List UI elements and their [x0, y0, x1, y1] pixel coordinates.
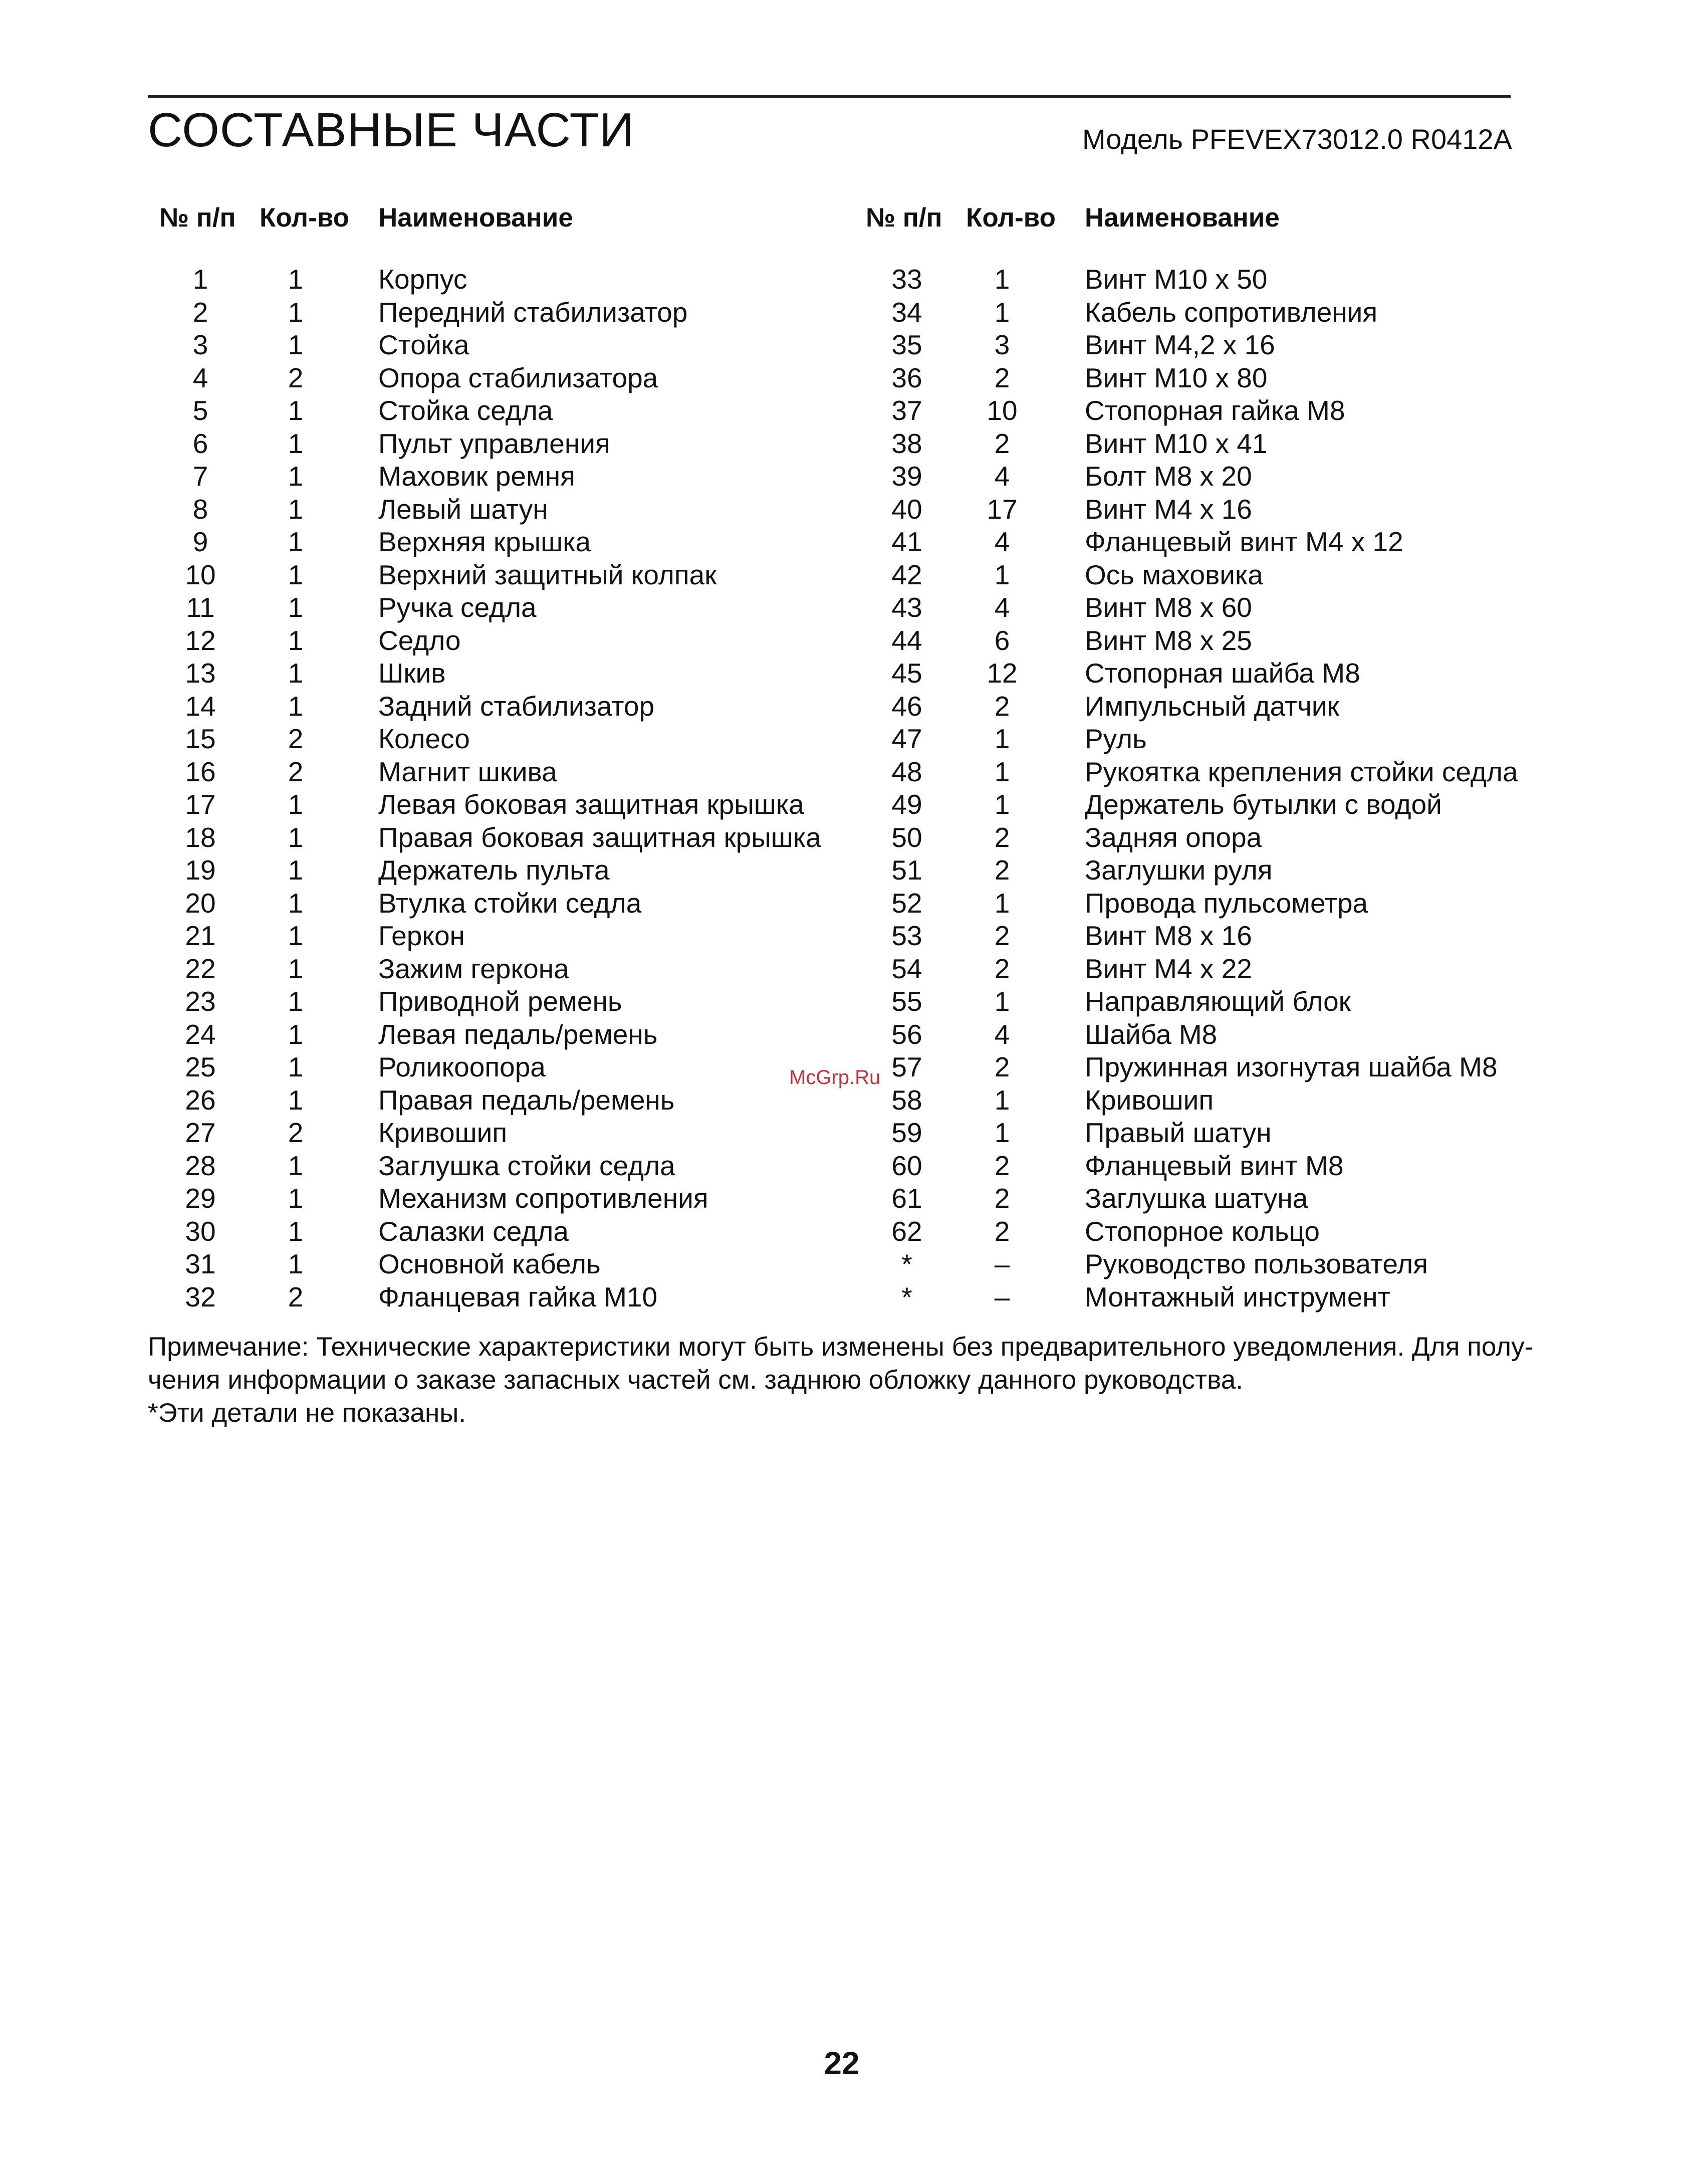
part-number: 26 [185, 1084, 216, 1116]
part-number: 21 [185, 920, 216, 951]
part-qty: 1 [288, 953, 304, 984]
part-name: Фланцевый винт М4 х 12 [1085, 526, 1403, 557]
top-rule [148, 95, 1511, 98]
part-name: Винт М8 х 16 [1085, 920, 1252, 951]
part-number: 60 [891, 1150, 922, 1181]
part-qty: 17 [987, 493, 1018, 525]
part-qty: 1 [994, 1117, 1010, 1148]
part-qty: 2 [288, 756, 304, 787]
part-name: Правая педаль/ремень [378, 1084, 675, 1116]
part-qty: 2 [288, 362, 304, 393]
part-name: Провода пульсометра [1085, 887, 1368, 919]
part-number: 62 [891, 1215, 922, 1247]
part-qty: 1 [288, 329, 304, 360]
part-name: Ось маховика [1085, 559, 1263, 590]
part-qty: – [994, 1281, 1010, 1313]
part-qty: 2 [288, 1117, 304, 1148]
part-name: Левая боковая защитная крышка [378, 789, 804, 820]
part-name: Винт М8 х 25 [1085, 624, 1252, 656]
part-qty: 1 [288, 658, 304, 689]
part-qty: 2 [994, 362, 1010, 393]
part-number: 25 [185, 1051, 216, 1082]
part-name: Винт М10 х 80 [1085, 362, 1268, 393]
part-qty: 1 [288, 559, 304, 590]
part-qty: 2 [288, 723, 304, 754]
part-qty: 1 [288, 624, 304, 656]
part-name: Геркон [378, 920, 465, 951]
part-name: Передний стабилизатор [378, 296, 688, 328]
part-name: Направляющий блок [1085, 986, 1351, 1017]
part-number: 13 [185, 658, 216, 689]
part-name: Верхняя крышка [378, 526, 591, 557]
part-qty: 4 [994, 592, 1010, 623]
part-name: Стопорная шайба М8 [1085, 658, 1360, 689]
part-qty: 2 [994, 920, 1010, 951]
part-name: Правый шатун [1085, 1117, 1272, 1148]
part-name: Приводной ремень [378, 986, 622, 1017]
part-qty: 1 [288, 592, 304, 623]
part-name: Монтажный инструмент [1085, 1281, 1390, 1313]
part-number: 45 [891, 658, 922, 689]
part-qty: 2 [994, 1051, 1010, 1082]
part-number: 1 [192, 264, 208, 295]
part-number: 47 [891, 723, 922, 754]
part-name: Основной кабель [378, 1248, 601, 1279]
part-name: Зажим геркона [378, 953, 569, 984]
part-qty: 2 [994, 427, 1010, 459]
part-name: Кривошип [1085, 1084, 1214, 1116]
part-qty: 1 [288, 986, 304, 1017]
header-no: № п/п [866, 203, 942, 233]
part-number: 58 [891, 1084, 922, 1116]
part-name: Магнит шкива [378, 756, 557, 787]
part-name: Заглушка шатуна [1085, 1183, 1308, 1214]
part-number: 2 [192, 296, 208, 328]
part-number: 11 [186, 592, 215, 623]
part-name: Стопорная гайка М8 [1085, 395, 1345, 426]
part-number: 31 [185, 1248, 216, 1279]
part-number: 61 [891, 1183, 922, 1214]
part-name: Опора стабилизатора [378, 362, 658, 393]
footnote [148, 1331, 1601, 1430]
part-number: 8 [192, 493, 208, 525]
part-number: 27 [185, 1117, 216, 1148]
part-name: Левый шатун [378, 493, 548, 525]
part-number: 28 [185, 1150, 216, 1181]
part-number: 43 [891, 592, 922, 623]
part-name: Заглушка стойки седла [378, 1150, 675, 1181]
part-qty: 1 [288, 1248, 304, 1279]
part-number: 14 [185, 690, 216, 722]
part-qty: 1 [288, 690, 304, 722]
part-qty: 2 [994, 1183, 1010, 1214]
part-qty: 1 [994, 789, 1010, 820]
part-name: Верхний защитный колпак [378, 559, 717, 590]
part-qty: 4 [994, 1018, 1010, 1050]
part-qty: 1 [288, 1084, 304, 1116]
part-name: Держатель бутылки с водой [1085, 789, 1442, 820]
part-name: Стойка [378, 329, 469, 360]
part-qty: 2 [994, 953, 1010, 984]
part-number: 59 [891, 1117, 922, 1148]
part-name: Кривошип [378, 1117, 508, 1148]
part-number: 17 [185, 789, 216, 820]
part-number: 24 [185, 1018, 216, 1050]
part-qty: 1 [288, 296, 304, 328]
part-number: 29 [185, 1183, 216, 1214]
part-number: 3 [192, 329, 208, 360]
part-number: 37 [891, 395, 922, 426]
page-title: СОСТАВНЫЕ ЧАСТИ [148, 103, 635, 157]
header-no: № п/п [159, 203, 236, 233]
part-qty: 1 [288, 887, 304, 919]
part-number: 15 [185, 723, 216, 754]
part-number: 38 [891, 427, 922, 459]
part-qty: 1 [994, 723, 1010, 754]
part-number: * [901, 1248, 912, 1279]
part-number: 48 [891, 756, 922, 787]
part-number: 55 [891, 986, 922, 1017]
part-name: Рукоятка крепления стойки седла [1085, 756, 1518, 787]
part-name: Болт М8 х 20 [1085, 461, 1252, 492]
part-number: 10 [185, 559, 216, 590]
part-qty: 1 [288, 854, 304, 886]
part-qty: 2 [994, 1215, 1010, 1247]
part-name: Корпус [378, 264, 467, 295]
part-name: Задняя опора [1085, 821, 1262, 853]
part-name: Винт М10 х 50 [1085, 264, 1268, 295]
watermark: McGrp.Ru [789, 1066, 881, 1088]
part-name: Винт М8 х 60 [1085, 592, 1252, 623]
part-number: 5 [192, 395, 208, 426]
part-qty: 4 [994, 526, 1010, 557]
part-qty: 1 [288, 395, 304, 426]
part-qty: 1 [288, 526, 304, 557]
part-number: 30 [185, 1215, 216, 1247]
part-name: Правая боковая защитная крышка [378, 821, 821, 853]
part-name: Руль [1085, 723, 1147, 754]
note-line: чения информации о заказе запасных частей см. заднюю обложку данного руководства. [148, 1365, 1243, 1395]
part-number: 7 [192, 461, 208, 492]
part-qty: – [994, 1248, 1010, 1279]
part-qty: 1 [288, 493, 304, 525]
part-qty: 1 [994, 756, 1010, 787]
part-number: 53 [891, 920, 922, 951]
part-number: 35 [891, 329, 922, 360]
part-qty: 1 [288, 789, 304, 820]
part-name: Левая педаль/ремень [378, 1018, 658, 1050]
model-number: Модель PFEVEX73012.0 R0412A [1082, 123, 1512, 155]
part-name: Колесо [378, 723, 470, 754]
part-number: 42 [891, 559, 922, 590]
part-qty: 1 [288, 264, 304, 295]
header-qty: Кол-во [966, 203, 1056, 233]
part-name: Салазки седла [378, 1215, 569, 1247]
part-qty: 2 [994, 821, 1010, 853]
part-number: 4 [192, 362, 208, 393]
part-name: Импульсный датчик [1085, 690, 1339, 722]
part-qty: 2 [994, 1150, 1010, 1181]
part-number: 33 [891, 264, 922, 295]
part-qty: 1 [288, 1051, 304, 1082]
part-number: 44 [891, 624, 922, 656]
part-qty: 1 [994, 264, 1010, 295]
part-qty: 1 [288, 1150, 304, 1181]
part-qty: 1 [288, 427, 304, 459]
part-number: 57 [891, 1051, 922, 1082]
part-number: 49 [891, 789, 922, 820]
part-name: Седло [378, 624, 461, 656]
part-number: 32 [185, 1281, 216, 1313]
part-qty: 2 [994, 690, 1010, 722]
part-number: 56 [891, 1018, 922, 1050]
note-line: *Эти детали не показаны. [148, 1398, 466, 1428]
part-name: Фланцевая гайка М10 [378, 1281, 658, 1313]
part-qty: 4 [994, 461, 1010, 492]
part-qty: 2 [994, 854, 1010, 886]
part-name: Шайба М8 [1085, 1018, 1218, 1050]
part-number: 9 [192, 526, 208, 557]
header-name: Наименование [378, 203, 573, 233]
part-qty: 1 [288, 821, 304, 853]
part-number: 23 [185, 986, 216, 1017]
part-number: 41 [891, 526, 922, 557]
part-qty: 1 [994, 887, 1010, 919]
part-qty: 1 [288, 1215, 304, 1247]
part-name: Ручка седла [378, 592, 537, 623]
header-qty: Кол-во [260, 203, 349, 233]
part-name: Винт М10 х 41 [1085, 427, 1268, 459]
part-name: Стопорное кольцо [1085, 1215, 1320, 1247]
part-qty: 3 [994, 329, 1010, 360]
part-name: Маховик ремня [378, 461, 575, 492]
part-number: 46 [891, 690, 922, 722]
part-number: 54 [891, 953, 922, 984]
part-qty: 12 [987, 658, 1018, 689]
part-number: 19 [185, 854, 216, 886]
part-name: Роликоопора [378, 1051, 546, 1082]
part-number: 39 [891, 461, 922, 492]
part-qty: 1 [288, 1018, 304, 1050]
part-qty: 1 [994, 296, 1010, 328]
part-name: Пружинная изогнутая шайба М8 [1085, 1051, 1498, 1082]
part-number: 50 [891, 821, 922, 853]
part-number: 22 [185, 953, 216, 984]
part-name: Держатель пульта [378, 854, 610, 886]
part-qty: 1 [288, 461, 304, 492]
part-qty: 2 [288, 1281, 304, 1313]
part-qty: 1 [994, 986, 1010, 1017]
part-number: 18 [185, 821, 216, 853]
part-name: Винт М4,2 х 16 [1085, 329, 1275, 360]
part-number: 52 [891, 887, 922, 919]
part-qty: 1 [288, 1183, 304, 1214]
part-qty: 1 [994, 559, 1010, 590]
part-name: Руководство пользователя [1085, 1248, 1428, 1279]
part-number: 6 [192, 427, 208, 459]
part-number: * [901, 1281, 912, 1313]
part-name: Фланцевый винт М8 [1085, 1150, 1344, 1181]
part-name: Задний стабилизатор [378, 690, 655, 722]
part-name: Шкив [378, 658, 446, 689]
part-qty: 1 [288, 920, 304, 951]
part-name: Механизм сопротивления [378, 1183, 708, 1214]
part-qty: 1 [994, 1084, 1010, 1116]
part-name: Втулка стойки седла [378, 887, 642, 919]
part-qty: 6 [994, 624, 1010, 656]
part-name: Кабель сопротивления [1085, 296, 1378, 328]
part-name: Винт М4 х 16 [1085, 493, 1252, 525]
header-name: Наименование [1085, 203, 1280, 233]
page-number: 22 [824, 2045, 860, 2081]
part-name: Пульт управления [378, 427, 610, 459]
part-number: 12 [185, 624, 216, 656]
part-number: 16 [185, 756, 216, 787]
part-number: 36 [891, 362, 922, 393]
part-name: Стойка седла [378, 395, 553, 426]
part-qty: 10 [987, 395, 1018, 426]
note-line: Примечание: Технические характеристики могут быть изменены без предварительного уведомления. Для полу- [148, 1332, 1534, 1362]
part-number: 20 [185, 887, 216, 919]
part-name: Винт М4 х 22 [1085, 953, 1252, 984]
part-number: 51 [891, 854, 922, 886]
part-number: 34 [891, 296, 922, 328]
part-number: 40 [891, 493, 922, 525]
part-name: Заглушки руля [1085, 854, 1273, 886]
